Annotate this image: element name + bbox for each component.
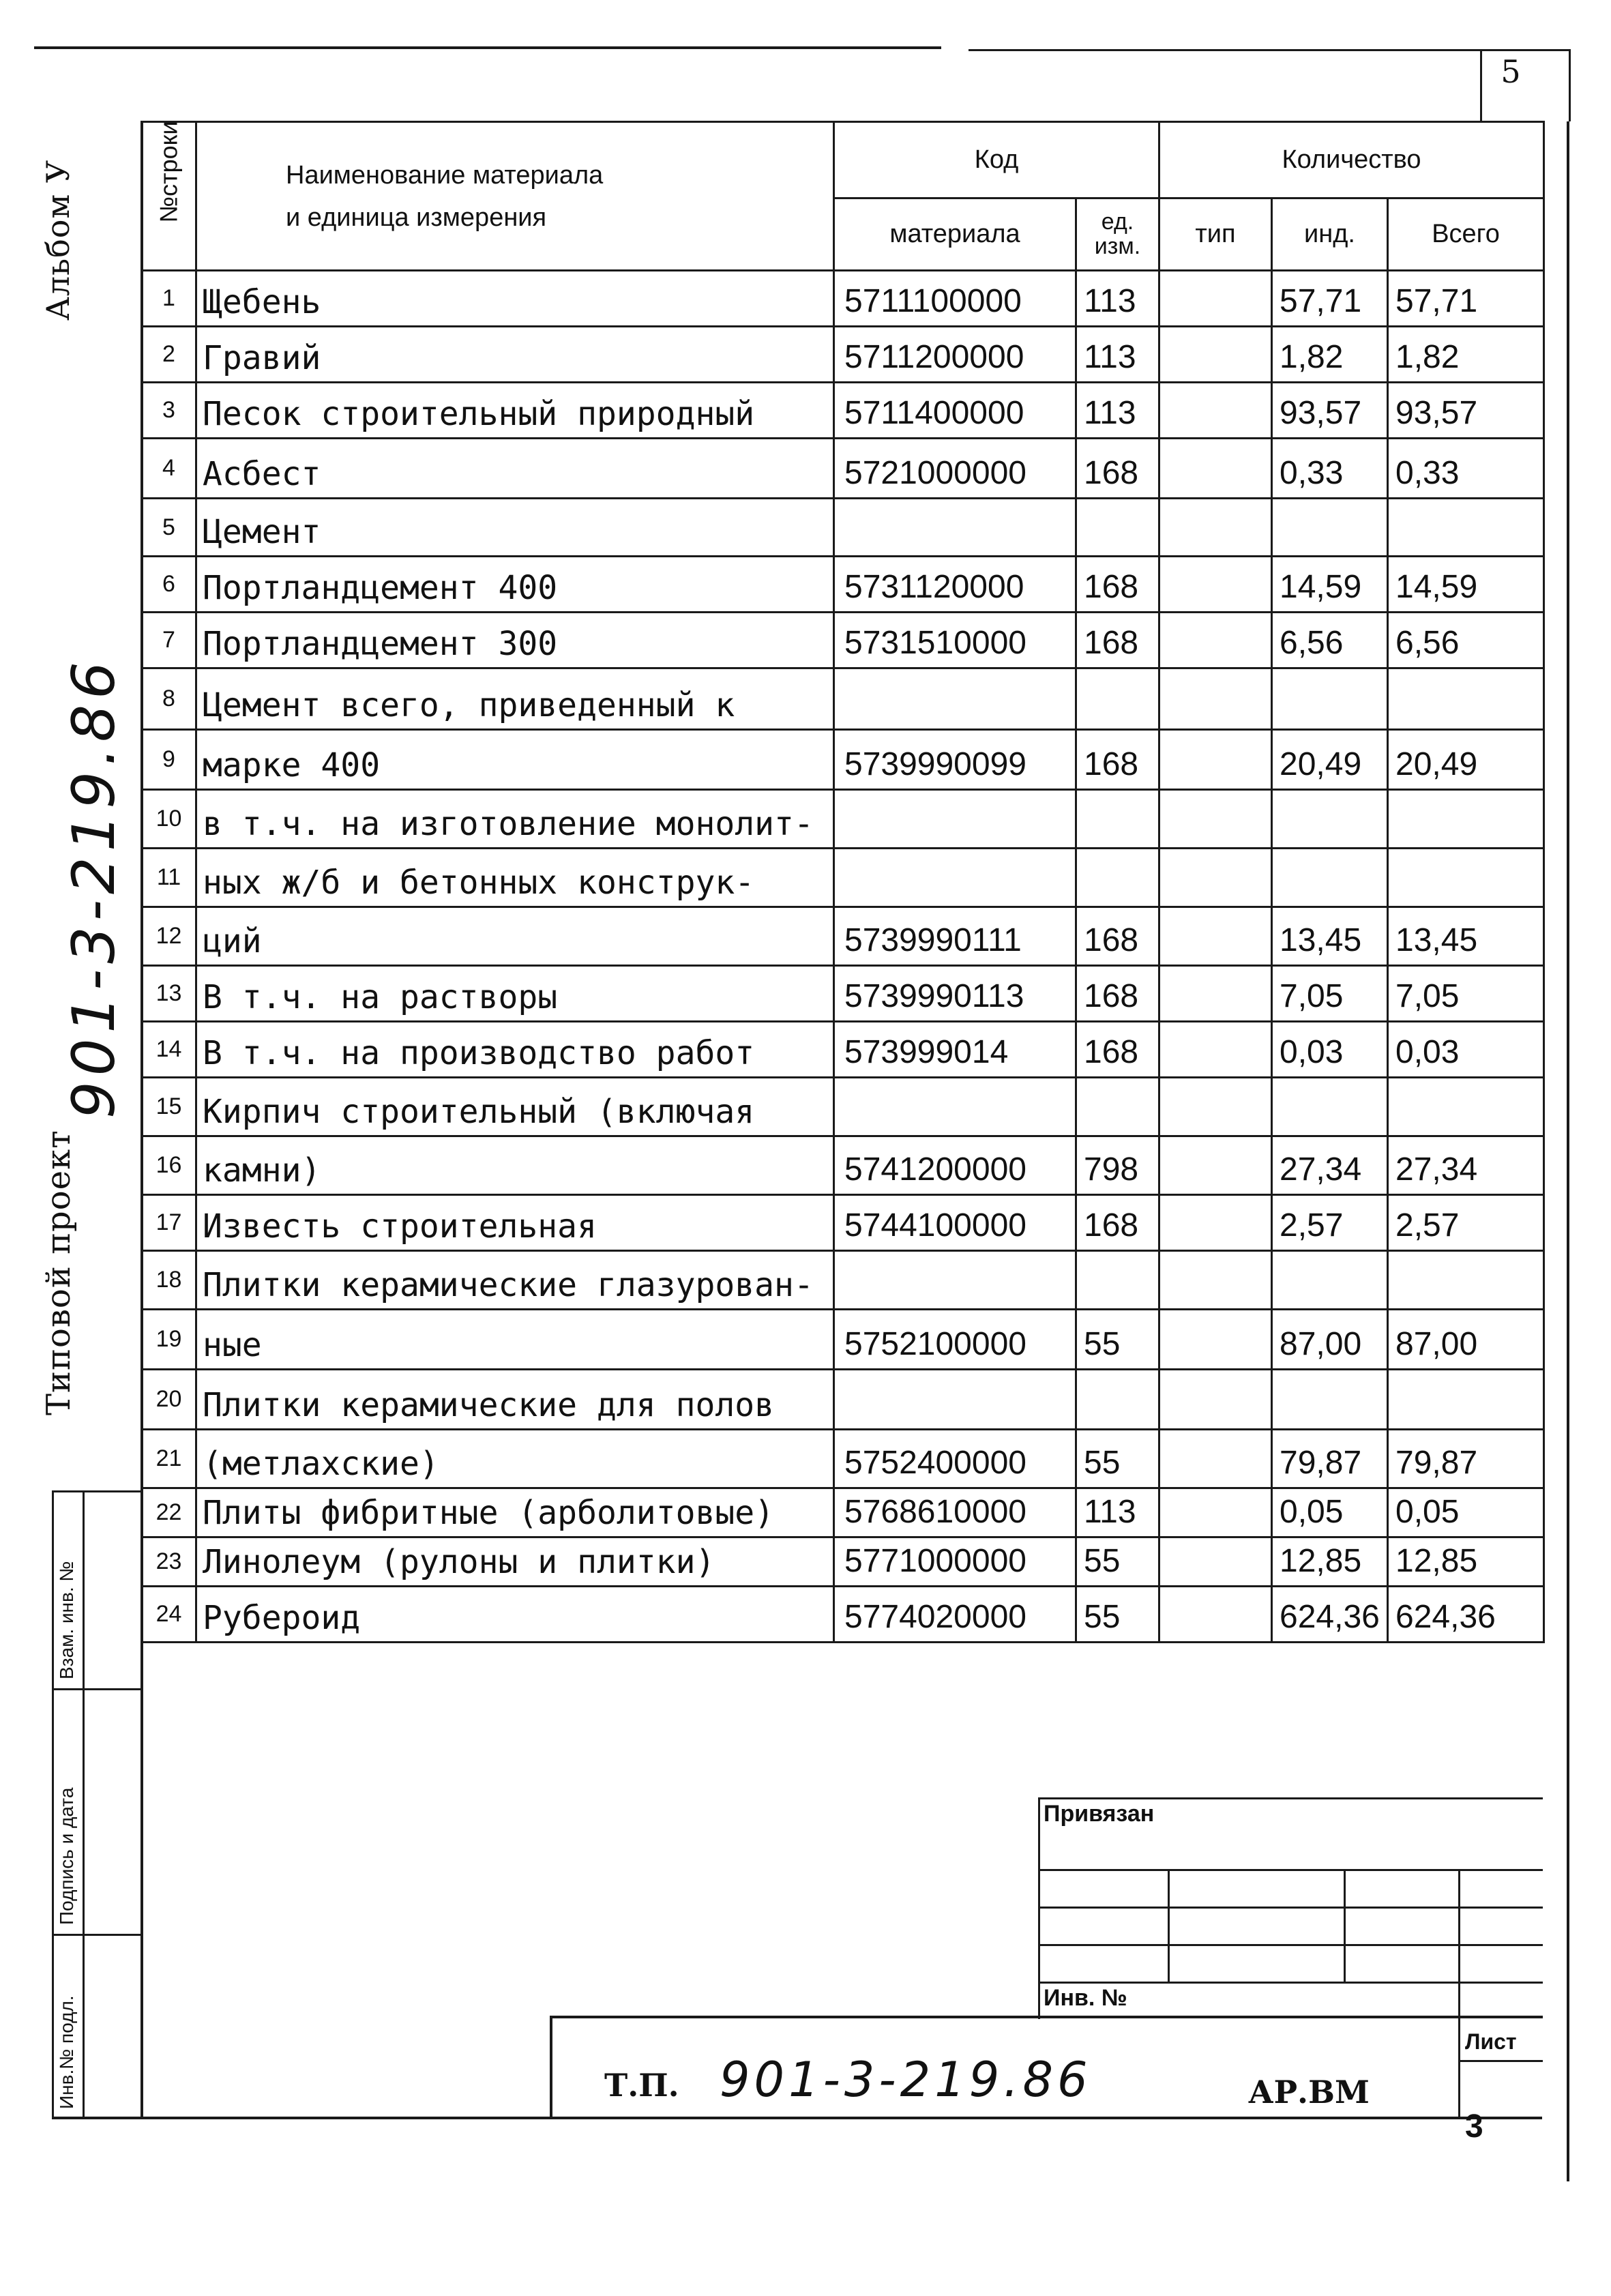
row-number: 9 [142, 730, 196, 790]
material-name: в т.ч. на изготовление монолит- [196, 790, 834, 849]
qty-type [1159, 1136, 1272, 1195]
tp-code-handwritten: 901-3-219.86 [720, 2052, 1092, 2108]
unit-code: 168 [1076, 907, 1159, 966]
sheet-box-mid [1458, 2060, 1543, 2062]
header-qty-type: тип [1159, 198, 1272, 270]
qty-ind: 13,45 [1272, 907, 1388, 966]
unit-code: 168 [1076, 966, 1159, 1022]
unit-code: 168 [1076, 730, 1159, 790]
top-rule [34, 46, 941, 49]
unit-code: 55 [1076, 1430, 1159, 1488]
qty-ind: 12,85 [1272, 1537, 1388, 1587]
unit-code: 168 [1076, 1022, 1159, 1078]
qty-type [1159, 1370, 1272, 1430]
qty-ind: 57,71 [1272, 271, 1388, 327]
unit-code: 113 [1076, 327, 1159, 383]
material-name: Гравий [196, 327, 834, 383]
table-row [142, 1022, 1544, 1078]
unit-code [1076, 1251, 1159, 1310]
qty-ind: 7,05 [1272, 966, 1388, 1022]
table-row [142, 907, 1544, 966]
material-code: 5711200000 [834, 327, 1076, 383]
unit-code [1076, 1078, 1159, 1136]
material-code: 5731120000 [834, 557, 1076, 613]
material-name: Кирпич строительный (включая [196, 1078, 834, 1136]
table-row [142, 668, 1544, 730]
project-label: Типовой проект [40, 1130, 78, 1415]
unit-code [1076, 668, 1159, 730]
qty-type [1159, 1310, 1272, 1370]
tb-col-1 [1168, 1869, 1170, 1982]
table-row [142, 966, 1544, 1022]
material-code [834, 790, 1076, 849]
unit-code: 798 [1076, 1136, 1159, 1195]
qty-type [1159, 1488, 1272, 1537]
qty-ind: 1,82 [1272, 327, 1388, 383]
qty-ind: 2,57 [1272, 1195, 1388, 1251]
qty-type [1159, 1587, 1272, 1643]
qty-type [1159, 1078, 1272, 1136]
row-number: 22 [142, 1488, 196, 1537]
header-code-unit: ед. изм. [1076, 198, 1159, 270]
header-code-material: материала [834, 198, 1076, 270]
qty-total [1388, 499, 1544, 557]
qty-type [1159, 730, 1272, 790]
row-number: 6 [142, 557, 196, 613]
qty-ind [1272, 1370, 1388, 1430]
row-number: 20 [142, 1370, 196, 1430]
page-num-box-right [1569, 49, 1571, 121]
qty-total: 20,49 [1388, 730, 1544, 790]
top-rule-right [969, 49, 1569, 51]
qty-total: 0,05 [1388, 1488, 1544, 1537]
material-name: ные [196, 1310, 834, 1370]
stamp-div-1 [52, 1688, 142, 1690]
qty-ind: 87,00 [1272, 1310, 1388, 1370]
qty-total [1388, 1078, 1544, 1136]
material-code: 5774020000 [834, 1587, 1076, 1643]
material-code: 573999014 [834, 1022, 1076, 1078]
qty-type [1159, 1022, 1272, 1078]
row-number: 14 [142, 1022, 196, 1078]
unit-code: 55 [1076, 1537, 1159, 1587]
row-number: 1 [142, 271, 196, 327]
qty-ind: 0,03 [1272, 1022, 1388, 1078]
material-name: Плитки керамические для полов [196, 1370, 834, 1430]
table-row [142, 1537, 1544, 1587]
tb-col-2 [1344, 1869, 1346, 1982]
qty-ind: 20,49 [1272, 730, 1388, 790]
qty-total: 14,59 [1388, 557, 1544, 613]
row-number: 4 [142, 439, 196, 499]
unit-code [1076, 1370, 1159, 1430]
material-code: 5721000000 [834, 439, 1076, 499]
qty-total: 13,45 [1388, 907, 1544, 966]
qty-type [1159, 271, 1272, 327]
table-row [142, 557, 1544, 613]
table-row [142, 613, 1544, 668]
qty-type [1159, 383, 1272, 439]
unit-code: 168 [1076, 1195, 1159, 1251]
qty-total: 0,03 [1388, 1022, 1544, 1078]
material-code [834, 1370, 1076, 1430]
qty-total: 2,57 [1388, 1195, 1544, 1251]
material-code: 5731510000 [834, 613, 1076, 668]
row-number: 23 [142, 1537, 196, 1587]
table-row [142, 1136, 1544, 1195]
qty-ind [1272, 1251, 1388, 1310]
row-number: 16 [142, 1136, 196, 1195]
material-name: ций [196, 907, 834, 966]
material-name: Плиты фибритные (арболитовые) [196, 1488, 834, 1537]
row-number: 17 [142, 1195, 196, 1251]
material-name: Плитки керамические глазурован- [196, 1251, 834, 1310]
unit-code: 55 [1076, 1587, 1159, 1643]
tb-row-1 [1038, 1869, 1543, 1871]
stamp-top [52, 1490, 142, 1492]
qty-ind: 0,33 [1272, 439, 1388, 499]
material-name: камни) [196, 1136, 834, 1195]
right-border [1567, 121, 1569, 2181]
qty-total: 57,71 [1388, 271, 1544, 327]
stamp-replace-inv: Взам. инв. № [56, 1561, 77, 1679]
row-number: 15 [142, 1078, 196, 1136]
document-code: АР.ВМ [1248, 2074, 1370, 2110]
table-row [142, 499, 1544, 557]
tb-row-3 [1038, 1944, 1543, 1946]
album-label: Альбом У [40, 159, 76, 321]
qty-total: 93,57 [1388, 383, 1544, 439]
header-qty-total: Всего [1388, 198, 1544, 270]
qty-total: 87,00 [1388, 1310, 1544, 1370]
tb-col-3 [1458, 1869, 1460, 2019]
project-code-handwritten: 901-3-219.86 [60, 656, 128, 1119]
unit-code [1076, 849, 1159, 907]
sheet-box-left [1458, 2019, 1460, 2118]
row-number: 24 [142, 1587, 196, 1643]
table-row [142, 383, 1544, 439]
qty-type [1159, 668, 1272, 730]
table-row [142, 1078, 1544, 1136]
qty-ind: 624,36 [1272, 1587, 1388, 1643]
material-code: 5739990111 [834, 907, 1076, 966]
row-number: 19 [142, 1310, 196, 1370]
row-number: 10 [142, 790, 196, 849]
qty-ind [1272, 849, 1388, 907]
unit-code: 113 [1076, 271, 1159, 327]
qty-total [1388, 1370, 1544, 1430]
table-row [142, 849, 1544, 907]
attached-label: Привязан [1044, 1801, 1155, 1827]
qty-ind [1272, 499, 1388, 557]
qty-total: 0,33 [1388, 439, 1544, 499]
material-name: Цемент всего, приведенный к [196, 668, 834, 730]
row-number: 2 [142, 327, 196, 383]
stamp-left-border [52, 1490, 54, 2118]
qty-ind: 79,87 [1272, 1430, 1388, 1488]
table-row [142, 439, 1544, 499]
row-number: 12 [142, 907, 196, 966]
sheet-number: 3 [1465, 2108, 1483, 2145]
stamp-sign-date: Подпись и дата [56, 1787, 77, 1925]
qty-total: 27,34 [1388, 1136, 1544, 1195]
materials-table [141, 121, 1545, 1643]
qty-ind [1272, 1078, 1388, 1136]
row-number: 5 [142, 499, 196, 557]
material-name: (метлахские) [196, 1430, 834, 1488]
page-num-box-left [1480, 49, 1482, 121]
tb-attached-top [1038, 1797, 1543, 1799]
qty-total: 1,82 [1388, 327, 1544, 383]
row-number: 13 [142, 966, 196, 1022]
material-name: В т.ч. на растворы [196, 966, 834, 1022]
material-name: Щебень [196, 271, 834, 327]
row-number: 3 [142, 383, 196, 439]
qty-type [1159, 1430, 1272, 1488]
qty-type [1159, 1537, 1272, 1587]
stamp-right-border [83, 1490, 85, 2118]
table-row [142, 1587, 1544, 1643]
unit-code: 168 [1076, 439, 1159, 499]
header-qty-ind: инд. [1272, 198, 1388, 270]
tb-row-4 [1038, 1982, 1543, 1984]
material-code [834, 499, 1076, 557]
table-row [142, 730, 1544, 790]
material-code [834, 1078, 1076, 1136]
unit-code: 55 [1076, 1310, 1159, 1370]
material-name: ных ж/б и бетонных конструк- [196, 849, 834, 907]
tb-row-2 [1038, 1907, 1543, 1909]
table-row [142, 1488, 1544, 1537]
material-name: Портландцемент 300 [196, 613, 834, 668]
unit-code [1076, 499, 1159, 557]
material-code [834, 668, 1076, 730]
header-code: Код [834, 122, 1159, 198]
stamp-main-top [550, 2016, 1543, 2018]
qty-total [1388, 849, 1544, 907]
qty-total: 79,87 [1388, 1430, 1544, 1488]
qty-ind [1272, 790, 1388, 849]
qty-type [1159, 1195, 1272, 1251]
qty-total [1388, 790, 1544, 849]
qty-total: 624,36 [1388, 1587, 1544, 1643]
table-row [142, 1310, 1544, 1370]
material-name: Линолеум (рулоны и плитки) [196, 1537, 834, 1587]
qty-type [1159, 439, 1272, 499]
qty-total: 7,05 [1388, 966, 1544, 1022]
stamp-main-left [550, 2016, 552, 2118]
header-quantity: Количество [1159, 122, 1544, 198]
material-code: 5741200000 [834, 1136, 1076, 1195]
qty-type [1159, 907, 1272, 966]
material-code: 5739990099 [834, 730, 1076, 790]
qty-type [1159, 499, 1272, 557]
qty-total: 12,85 [1388, 1537, 1544, 1587]
unit-code: 113 [1076, 1488, 1159, 1537]
tp-label: Т.П. [604, 2067, 679, 2104]
header-row-no: №строки [142, 122, 196, 271]
material-name: Цемент [196, 499, 834, 557]
qty-type [1159, 327, 1272, 383]
unit-code [1076, 790, 1159, 849]
material-name: В т.ч. на производство работ [196, 1022, 834, 1078]
material-name: Известь строительная [196, 1195, 834, 1251]
qty-total: 6,56 [1388, 613, 1544, 668]
qty-ind: 14,59 [1272, 557, 1388, 613]
qty-ind: 27,34 [1272, 1136, 1388, 1195]
material-name: Асбест [196, 439, 834, 499]
qty-type [1159, 790, 1272, 849]
material-code: 5739990113 [834, 966, 1076, 1022]
row-number: 8 [142, 668, 196, 730]
table-row [142, 1430, 1544, 1488]
row-number: 7 [142, 613, 196, 668]
inv-no-label: Инв. № [1044, 1985, 1127, 2011]
material-code [834, 849, 1076, 907]
table-row [142, 1370, 1544, 1430]
qty-type [1159, 557, 1272, 613]
material-code: 5768610000 [834, 1488, 1076, 1537]
material-name: марке 400 [196, 730, 834, 790]
material-name: Портландцемент 400 [196, 557, 834, 613]
qty-type [1159, 613, 1272, 668]
material-code: 5752100000 [834, 1310, 1076, 1370]
qty-total [1388, 668, 1544, 730]
qty-type [1159, 966, 1272, 1022]
material-code: 5711400000 [834, 383, 1076, 439]
unit-code: 168 [1076, 613, 1159, 668]
material-name: Песок строительный природный [196, 383, 834, 439]
table-row [142, 1251, 1544, 1310]
table-row [142, 271, 1544, 327]
unit-code: 113 [1076, 383, 1159, 439]
table-row [142, 327, 1544, 383]
qty-total [1388, 1251, 1544, 1310]
row-number: 11 [142, 849, 196, 907]
stamp-div-2 [52, 1934, 142, 1936]
row-number: 18 [142, 1251, 196, 1310]
qty-type [1159, 1251, 1272, 1310]
material-code [834, 1251, 1076, 1310]
unit-code: 168 [1076, 557, 1159, 613]
qty-ind: 93,57 [1272, 383, 1388, 439]
page-number: 5 [1501, 53, 1521, 90]
row-number: 21 [142, 1430, 196, 1488]
material-code: 5711100000 [834, 271, 1076, 327]
table-row [142, 1195, 1544, 1251]
material-code: 5752400000 [834, 1430, 1076, 1488]
material-code: 5771000000 [834, 1537, 1076, 1587]
qty-ind [1272, 668, 1388, 730]
stamp-inv-no: Инв.№ подл. [56, 1995, 77, 2109]
material-code: 5744100000 [834, 1195, 1076, 1251]
table-row [142, 790, 1544, 849]
qty-ind: 6,56 [1272, 613, 1388, 668]
material-name: Рубероид [196, 1587, 834, 1643]
qty-type [1159, 849, 1272, 907]
header-name: Наименование материала и единица измерения [196, 122, 834, 271]
qty-ind: 0,05 [1272, 1488, 1388, 1537]
sheet-label: Лист [1465, 2029, 1517, 2054]
stamp-bottom [52, 2117, 1542, 2119]
